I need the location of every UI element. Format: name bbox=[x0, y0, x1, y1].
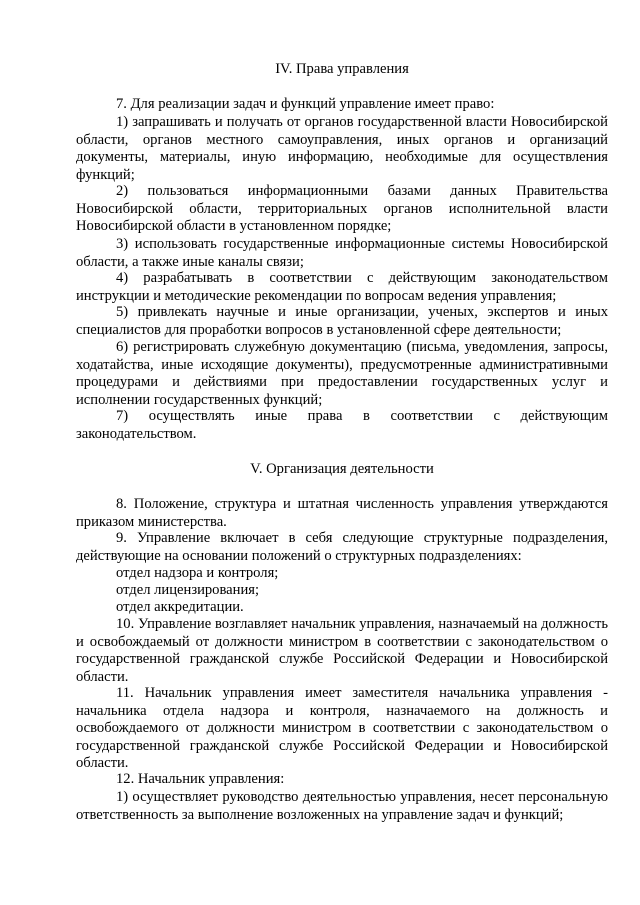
paragraph-7: 7. Для реализации задач и функций управление имеет право: bbox=[116, 96, 495, 112]
paragraph-8: 8. Положение, структура и штатная численность управления утверждаются приказом министерства. bbox=[76, 496, 608, 530]
paragraph-12-item-1: 1) осуществляет руководство деятельностью управления, несет персональную ответственность за выполнение возложенных на управление задач и функций; bbox=[76, 789, 608, 823]
paragraph-12: 12. Начальник управления: bbox=[116, 771, 285, 787]
right-3: 3) использовать государственные информационные системы Новосибирской области, а также иные каналы связи; bbox=[76, 236, 608, 270]
right-4: 4) разрабатывать в соответствии с действующим законодательством инструкции и методические рекомендации по вопросам ведения управления; bbox=[76, 270, 608, 304]
section-4-heading: IV. Права управления bbox=[275, 61, 409, 77]
paragraph-10: 10. Управление возглавляет начальник управления, назначаемый на должность и освобождаемый от должности министром в соответствии с законодательством о государственной гражданской службе Российской Федерации и Новосибирской области. bbox=[76, 616, 608, 685]
right-5: 5) привлекать научные и иные организации, ученых, экспертов и иных специалистов для проработки вопросов в установленной сфере деятельности; bbox=[76, 304, 608, 338]
right-6: 6) регистрировать служебную документацию (письма, уведомления, запросы, ходатайства, иные исходящие документы), предусмотренные административными процедурами и действиями при предоставлении государственных услуг и исполнении государственных функций; bbox=[76, 339, 608, 408]
paragraph-11: 11. Начальник управления имеет заместителя начальника управления - начальника отдела надзора и контроля, назначаемого на должность и освобождаемого от должности министром в соответствии с законодательством о государственной гражданской службе Российской Федерации и Новосибирской области. bbox=[76, 685, 608, 772]
unit-item: отдел аккредитации. bbox=[116, 599, 244, 615]
right-7: 7) осуществлять иные права в соответствии с действующим законодательством. bbox=[76, 408, 608, 442]
section-5-heading: V. Организация деятельности bbox=[250, 461, 434, 477]
paragraph-9: 9. Управление включает в себя следующие структурные подразделения, действующие на основании положений о структурных подразделениях: bbox=[76, 530, 608, 564]
right-2: 2) пользоваться информационными базами данных Правительства Новосибирской области, территориальных органов исполнительной власти Новосибирской области в установленном порядке; bbox=[76, 183, 608, 235]
unit-item: отдел надзора и контроля; bbox=[116, 565, 279, 581]
right-1: 1) запрашивать и получать от органов государственной власти Новосибирской области, органов местного самоуправления, иных органов и организаций документы, материалы, иную информацию, необходимые для осуществления функций; bbox=[76, 114, 608, 183]
unit-item: отдел лицензирования; bbox=[116, 582, 260, 598]
